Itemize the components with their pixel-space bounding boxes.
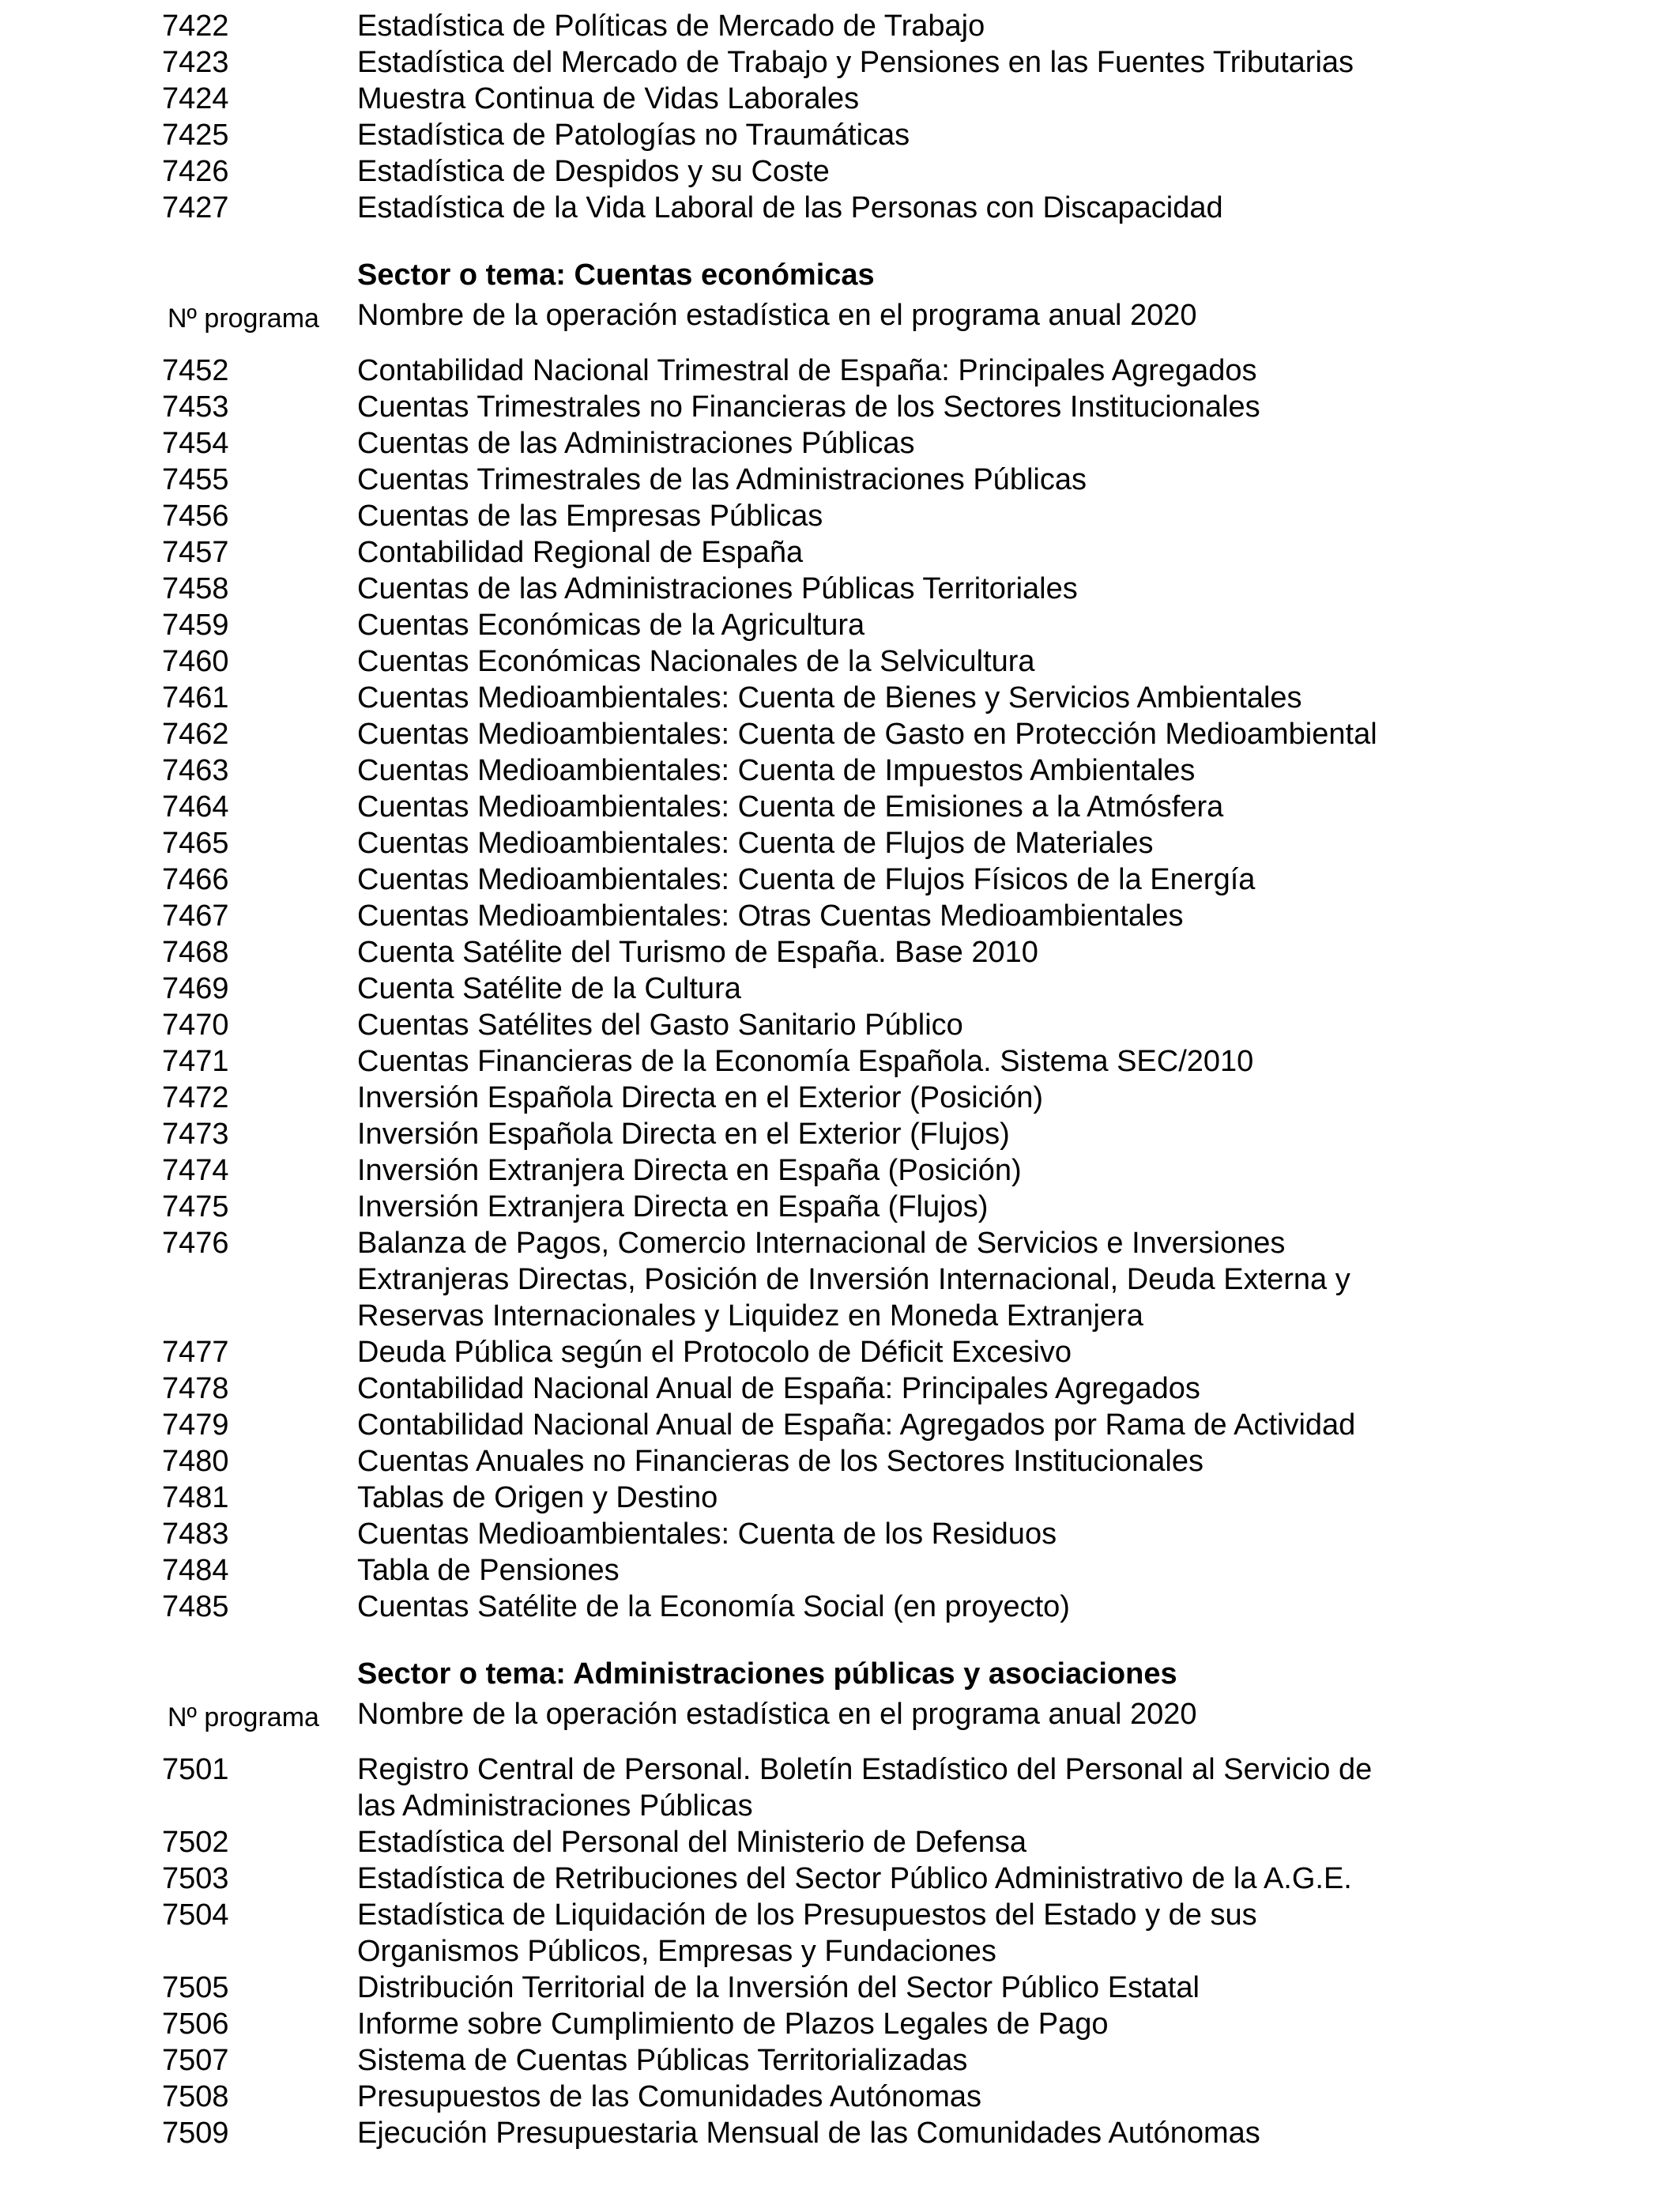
program-number: 7503 xyxy=(162,1862,229,1895)
table-row xyxy=(0,1480,1680,1516)
operation-name: Cuentas Económicas Nacionales de la Selvicultura xyxy=(357,645,1035,678)
program-number: 7509 xyxy=(162,2117,229,2150)
table-row xyxy=(0,1080,1680,1116)
program-number: 7452 xyxy=(162,354,229,387)
column-header-name: Nombre de la operación estadística en el programa anual 2020 xyxy=(357,299,1197,332)
table-row xyxy=(0,1443,1680,1480)
column-header-row xyxy=(0,297,1680,352)
program-number: 7506 xyxy=(162,2007,229,2041)
table-row xyxy=(0,425,1680,462)
operation-name: Cuentas Trimestrales no Financieras de los Sectores Institucionales xyxy=(357,390,1260,424)
operation-name: Cuentas Medioambientales: Cuenta de Flujos Físicos de la Energía xyxy=(357,863,1256,896)
table-row-continuation xyxy=(0,1261,1680,1298)
program-number: 7460 xyxy=(162,645,229,678)
section-1 xyxy=(0,226,1680,1625)
column-header-name: Nombre de la operación estadística en el programa anual 2020 xyxy=(357,1698,1197,1731)
program-number: 7472 xyxy=(162,1081,229,1114)
section-spacer xyxy=(0,226,1680,253)
table-row-continuation xyxy=(0,1298,1680,1334)
operation-name: Estadística del Personal del Ministerio de Defensa xyxy=(357,1826,1027,1859)
operation-name: Estadística de Liquidación de los Presupuestos del Estado y de sus xyxy=(357,1898,1257,1932)
section-0 xyxy=(0,8,1680,226)
operation-name: Cuentas de las Administraciones Públicas Territoriales xyxy=(357,572,1078,605)
program-number: 7464 xyxy=(162,790,229,824)
operation-name: Deuda Pública según el Protocolo de Déficit Excesivo xyxy=(357,1336,1072,1369)
column-header-number: Nº programa xyxy=(168,303,319,334)
table-row xyxy=(0,789,1680,825)
program-number: 7471 xyxy=(162,1045,229,1078)
operation-name: Contabilidad Nacional Anual de España: Agregados por Rama de Actividad xyxy=(357,1408,1356,1442)
program-number: 7475 xyxy=(162,1190,229,1223)
program-number: 7483 xyxy=(162,1517,229,1551)
operation-name: Cuentas Trimestrales de las Administraciones Públicas xyxy=(357,463,1087,496)
table-row xyxy=(0,1751,1680,1788)
table-row xyxy=(0,389,1680,425)
table-row xyxy=(0,1370,1680,1407)
table-row xyxy=(0,716,1680,752)
program-number: 7502 xyxy=(162,1826,229,1859)
operation-name: Cuentas Satélites del Gasto Sanitario Público xyxy=(357,1008,963,1042)
program-number: 7478 xyxy=(162,1372,229,1405)
table-row xyxy=(0,607,1680,643)
table-row xyxy=(0,8,1680,44)
table-row xyxy=(0,2079,1680,2115)
program-number: 7481 xyxy=(162,1481,229,1514)
table-row xyxy=(0,1589,1680,1625)
operation-name: Estadística del Mercado de Trabajo y Pensiones en las Fuentes Tributarias xyxy=(357,46,1354,79)
operation-name: Cuentas Medioambientales: Cuenta de Flujos de Materiales xyxy=(357,827,1154,860)
table-row xyxy=(0,81,1680,117)
table-row xyxy=(0,825,1680,861)
document-page xyxy=(0,8,1680,2151)
table-row xyxy=(0,1824,1680,1860)
program-number: 7465 xyxy=(162,827,229,860)
program-number: 7462 xyxy=(162,718,229,751)
table-row xyxy=(0,352,1680,389)
program-number: 7474 xyxy=(162,1154,229,1187)
operation-name: Presupuestos de las Comunidades Autónomas xyxy=(357,2080,982,2113)
program-number: 7458 xyxy=(162,572,229,605)
column-header-number: Nº programa xyxy=(168,1702,319,1732)
operation-name: Cuentas Satélite de la Economía Social (en proyecto) xyxy=(357,1590,1070,1623)
program-number: 7461 xyxy=(162,681,229,714)
table-row xyxy=(0,462,1680,498)
table-row xyxy=(0,971,1680,1007)
section-heading xyxy=(0,1652,1680,1696)
operation-name: Inversión Extranjera Directa en España (Flujos) xyxy=(357,1190,989,1223)
table-row-continuation xyxy=(0,1788,1680,1824)
section-heading-text: Sector o tema: Administraciones públicas y asociaciones xyxy=(357,1657,1177,1691)
operation-name: Tablas de Origen y Destino xyxy=(357,1481,718,1514)
program-number: 7473 xyxy=(162,1118,229,1151)
operation-name: Inversión Extranjera Directa en España (Posición) xyxy=(357,1154,1022,1187)
operation-name: Estadística de la Vida Laboral de las Personas con Discapacidad xyxy=(357,191,1223,224)
table-row xyxy=(0,153,1680,190)
table-row xyxy=(0,117,1680,153)
table-row xyxy=(0,2115,1680,2151)
operation-name: Estadística de Despidos y su Coste xyxy=(357,155,830,188)
program-number: 7484 xyxy=(162,1554,229,1587)
operation-name: Informe sobre Cumplimiento de Plazos Legales de Pago xyxy=(357,2007,1109,2041)
table-row xyxy=(0,1407,1680,1443)
operation-name: Contabilidad Nacional Anual de España: Principales Agregados xyxy=(357,1372,1200,1405)
program-number: 7469 xyxy=(162,972,229,1005)
operation-name: Muestra Continua de Vidas Laborales xyxy=(357,82,860,115)
table-row xyxy=(0,44,1680,81)
section-heading-text: Sector o tema: Cuentas económicas xyxy=(357,258,875,292)
column-header-row xyxy=(0,1696,1680,1751)
operation-name: Organismos Públicos, Empresas y Fundaciones xyxy=(357,1935,996,1968)
table-row xyxy=(0,643,1680,680)
program-number: 7477 xyxy=(162,1336,229,1369)
operation-name: Cuentas Anuales no Financieras de los Sectores Institucionales xyxy=(357,1445,1203,1478)
program-number: 7468 xyxy=(162,936,229,969)
operation-name: Ejecución Presupuestaria Mensual de las Comunidades Autónomas xyxy=(357,2117,1260,2150)
operation-name: Reservas Internacionales y Liquidez en Moneda Extranjera xyxy=(357,1299,1143,1333)
program-number: 7456 xyxy=(162,499,229,533)
program-number: 7470 xyxy=(162,1008,229,1042)
operation-name: Cuentas Medioambientales: Cuenta de Emisiones a la Atmósfera xyxy=(357,790,1224,824)
operation-name: Inversión Española Directa en el Exterior (Flujos) xyxy=(357,1118,1010,1151)
operation-name: Balanza de Pagos, Comercio Internacional de Servicios e Inversiones xyxy=(357,1227,1286,1260)
table-row xyxy=(0,752,1680,789)
program-number: 7501 xyxy=(162,1753,229,1786)
section-spacer xyxy=(0,1625,1680,1652)
program-number: 7476 xyxy=(162,1227,229,1260)
program-number: 7459 xyxy=(162,609,229,642)
program-number: 7504 xyxy=(162,1898,229,1932)
table-row xyxy=(0,1189,1680,1225)
table-row xyxy=(0,1516,1680,1552)
table-row xyxy=(0,1116,1680,1152)
table-row xyxy=(0,934,1680,971)
operation-name: Extranjeras Directas, Posición de Inversión Internacional, Deuda Externa y xyxy=(357,1263,1350,1296)
section-2 xyxy=(0,1625,1680,2151)
operation-name: Inversión Española Directa en el Exterior (Posición) xyxy=(357,1081,1044,1114)
table-row xyxy=(0,1970,1680,2006)
operation-name: Cuentas Financieras de la Economía Española. Sistema SEC/2010 xyxy=(357,1045,1254,1078)
program-number: 7427 xyxy=(162,191,229,224)
program-number: 7466 xyxy=(162,863,229,896)
table-row xyxy=(0,680,1680,716)
operation-name: Cuentas Medioambientales: Otras Cuentas Medioambientales xyxy=(357,899,1184,933)
program-number: 7485 xyxy=(162,1590,229,1623)
table-row xyxy=(0,571,1680,607)
operation-name: Cuenta Satélite de la Cultura xyxy=(357,972,741,1005)
program-number: 7508 xyxy=(162,2080,229,2113)
program-number: 7455 xyxy=(162,463,229,496)
operation-name: Estadística de Retribuciones del Sector Público Administrativo de la A.G.E. xyxy=(357,1862,1352,1895)
operation-name: Cuentas Medioambientales: Cuenta de los Residuos xyxy=(357,1517,1057,1551)
table-row xyxy=(0,1007,1680,1043)
operation-name: Cuentas Medioambientales: Cuenta de Gasto en Protección Medioambiental xyxy=(357,718,1377,751)
table-row xyxy=(0,1860,1680,1897)
operation-name: las Administraciones Públicas xyxy=(357,1789,753,1823)
operation-name: Cuentas de las Administraciones Públicas xyxy=(357,427,915,460)
operation-name: Cuenta Satélite del Turismo de España. Base 2010 xyxy=(357,936,1038,969)
operation-name: Contabilidad Nacional Trimestral de España: Principales Agregados xyxy=(357,354,1257,387)
table-row xyxy=(0,2042,1680,2079)
table-row xyxy=(0,1897,1680,1933)
table-row xyxy=(0,1152,1680,1189)
table-row xyxy=(0,1043,1680,1080)
program-number: 7479 xyxy=(162,1408,229,1442)
table-row xyxy=(0,534,1680,571)
program-number: 7505 xyxy=(162,1971,229,2004)
operation-name: Tabla de Pensiones xyxy=(357,1554,620,1587)
operation-name: Estadística de Patologías no Traumáticas xyxy=(357,119,910,152)
program-number: 7424 xyxy=(162,82,229,115)
table-row xyxy=(0,898,1680,934)
table-row-continuation xyxy=(0,1933,1680,1970)
operation-name: Cuentas Económicas de la Agricultura xyxy=(357,609,865,642)
table-row xyxy=(0,1225,1680,1261)
table-row xyxy=(0,498,1680,534)
program-number: 7425 xyxy=(162,119,229,152)
operation-name: Distribución Territorial de la Inversión del Sector Público Estatal xyxy=(357,1971,1200,2004)
program-number: 7467 xyxy=(162,899,229,933)
table-row xyxy=(0,1552,1680,1589)
program-number: 7426 xyxy=(162,155,229,188)
table-row xyxy=(0,2006,1680,2042)
program-number: 7423 xyxy=(162,46,229,79)
operation-name: Cuentas de las Empresas Públicas xyxy=(357,499,823,533)
program-number: 7480 xyxy=(162,1445,229,1478)
program-number: 7507 xyxy=(162,2044,229,2077)
operation-name: Estadística de Políticas de Mercado de Trabajo xyxy=(357,9,985,43)
table-row xyxy=(0,190,1680,226)
program-number: 7453 xyxy=(162,390,229,424)
program-number: 7463 xyxy=(162,754,229,787)
program-number: 7422 xyxy=(162,9,229,43)
operation-name: Sistema de Cuentas Públicas Territorializadas xyxy=(357,2044,968,2077)
operation-name: Cuentas Medioambientales: Cuenta de Bienes y Servicios Ambientales xyxy=(357,681,1302,714)
table-row xyxy=(0,1334,1680,1370)
operation-name: Registro Central de Personal. Boletín Estadístico del Personal al Servicio de xyxy=(357,1753,1373,1786)
operation-name: Contabilidad Regional de España xyxy=(357,536,804,569)
operation-name: Cuentas Medioambientales: Cuenta de Impuestos Ambientales xyxy=(357,754,1196,787)
program-number: 7454 xyxy=(162,427,229,460)
program-number: 7457 xyxy=(162,536,229,569)
table-row xyxy=(0,861,1680,898)
section-heading xyxy=(0,253,1680,297)
